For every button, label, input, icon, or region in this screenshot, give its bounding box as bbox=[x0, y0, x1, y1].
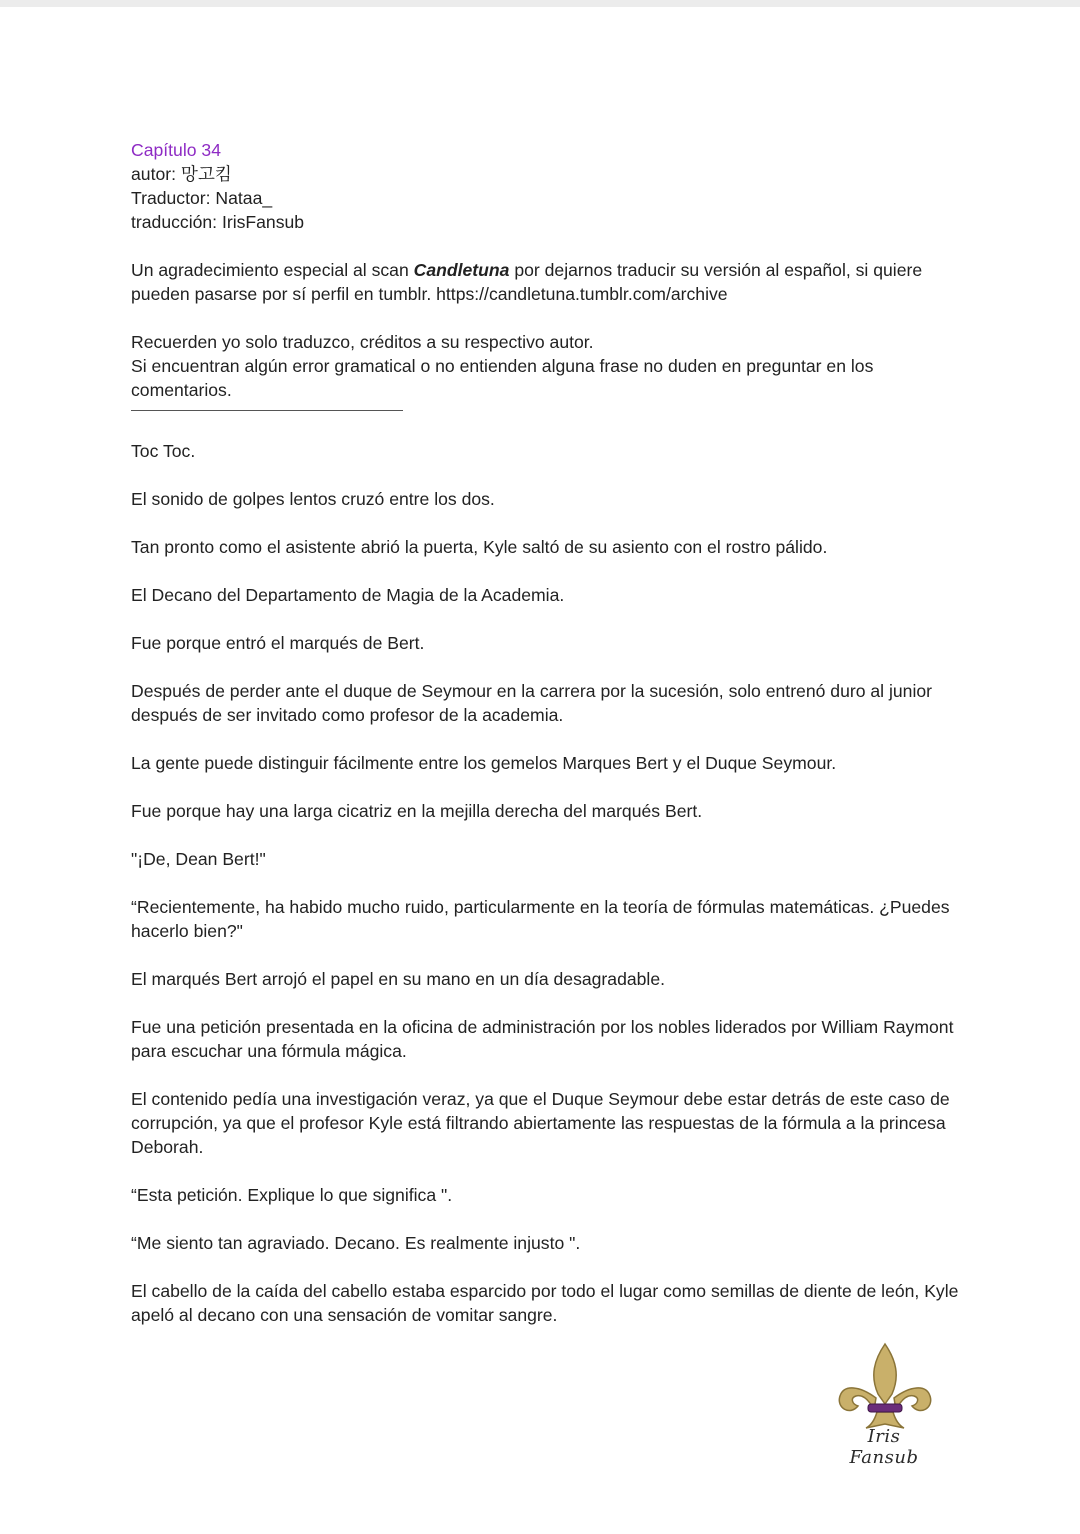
story-paragraph: El contenido pedía una investigación veraz, ya que el Duque Seymour debe estar detrás de este caso de corrupción, ya que el profesor Kyle está filtrando abiertamente las respuestas de la fórmula a la princesa Deborah. bbox=[131, 1089, 950, 1157]
top-bar bbox=[0, 0, 1080, 7]
translator-line: Traductor: Nataa_ bbox=[131, 188, 273, 208]
section-divider bbox=[131, 410, 403, 411]
story-paragraph: El Decano del Departamento de Magia de la Academia. bbox=[131, 585, 565, 605]
story-paragraph: Fue porque entró el marqués de Bert. bbox=[131, 633, 425, 653]
scan-name: Candletuna bbox=[413, 260, 510, 280]
thanks-text-before: Un agradecimiento especial al scan bbox=[131, 260, 414, 280]
author-line: autor: 망고킴 bbox=[131, 164, 232, 184]
iris-fansub-logo-text: Iris Fansub bbox=[849, 1426, 919, 1468]
errors-note: Si encuentran algún error gramatical o no entienden alguna frase no duden en preguntar en los comentarios. bbox=[131, 356, 879, 400]
document-page bbox=[131, 138, 961, 1327]
story-paragraph: “Recientemente, ha habido mucho ruido, particularmente en la teoría de fórmulas matemáticas. ¿Puedes hacerlo bien?" bbox=[131, 897, 950, 941]
translation-line: traducción: IrisFansub bbox=[131, 212, 305, 232]
story-body bbox=[131, 439, 961, 1327]
story-paragraph: Fue porque hay una larga cicatriz en la mejilla derecha del marqués Bert. bbox=[131, 801, 703, 821]
story-paragraph: “Me siento tan agraviado. Decano. Es realmente injusto ". bbox=[131, 1233, 581, 1253]
story-paragraph: La gente puede distinguir fácilmente entre los gemelos Marques Bert y el Duque Seymour. bbox=[131, 753, 837, 773]
story-paragraph: “Esta petición. Explique lo que significa ". bbox=[131, 1185, 453, 1205]
credits-note: Recuerden yo solo traduzco, créditos a su respectivo autor. bbox=[131, 332, 594, 352]
story-paragraph: Después de perder ante el duque de Seymour en la carrera por la sucesión, solo entrenó duro al junior después de ser invitado como profesor de la academia. bbox=[131, 681, 933, 725]
story-paragraph: El cabello de la caída del cabello estaba esparcido por todo el lugar como semillas de diente de león, Kyle apeló al decano con una sensación de vomitar sangre. bbox=[131, 1281, 959, 1325]
chapter-title: Capítulo 34 bbox=[131, 140, 221, 160]
thanks-text-after: por dejarnos traducir su versión al español, si quiere pueden pasarse por sí perfil en tumblr. https://candletuna.tumblr.com/archive bbox=[131, 260, 923, 304]
story-paragraph: El sonido de golpes lentos cruzó entre los dos. bbox=[131, 489, 495, 509]
story-paragraph: Fue una petición presentada en la oficina de administración por los nobles liderados por William Raymont para escuchar una fórmula mágica. bbox=[131, 1017, 954, 1061]
story-paragraph: "¡De, Dean Bert!" bbox=[131, 849, 266, 869]
thanks-paragraph bbox=[131, 258, 961, 306]
story-paragraph: El marqués Bert arrojó el papel en su mano en un día desagradable. bbox=[131, 969, 666, 989]
story-paragraph: Tan pronto como el asistente abrió la puerta, Kyle saltó de su asiento con el rostro pálido. bbox=[131, 537, 828, 557]
story-paragraph: Toc Toc. bbox=[131, 441, 196, 461]
